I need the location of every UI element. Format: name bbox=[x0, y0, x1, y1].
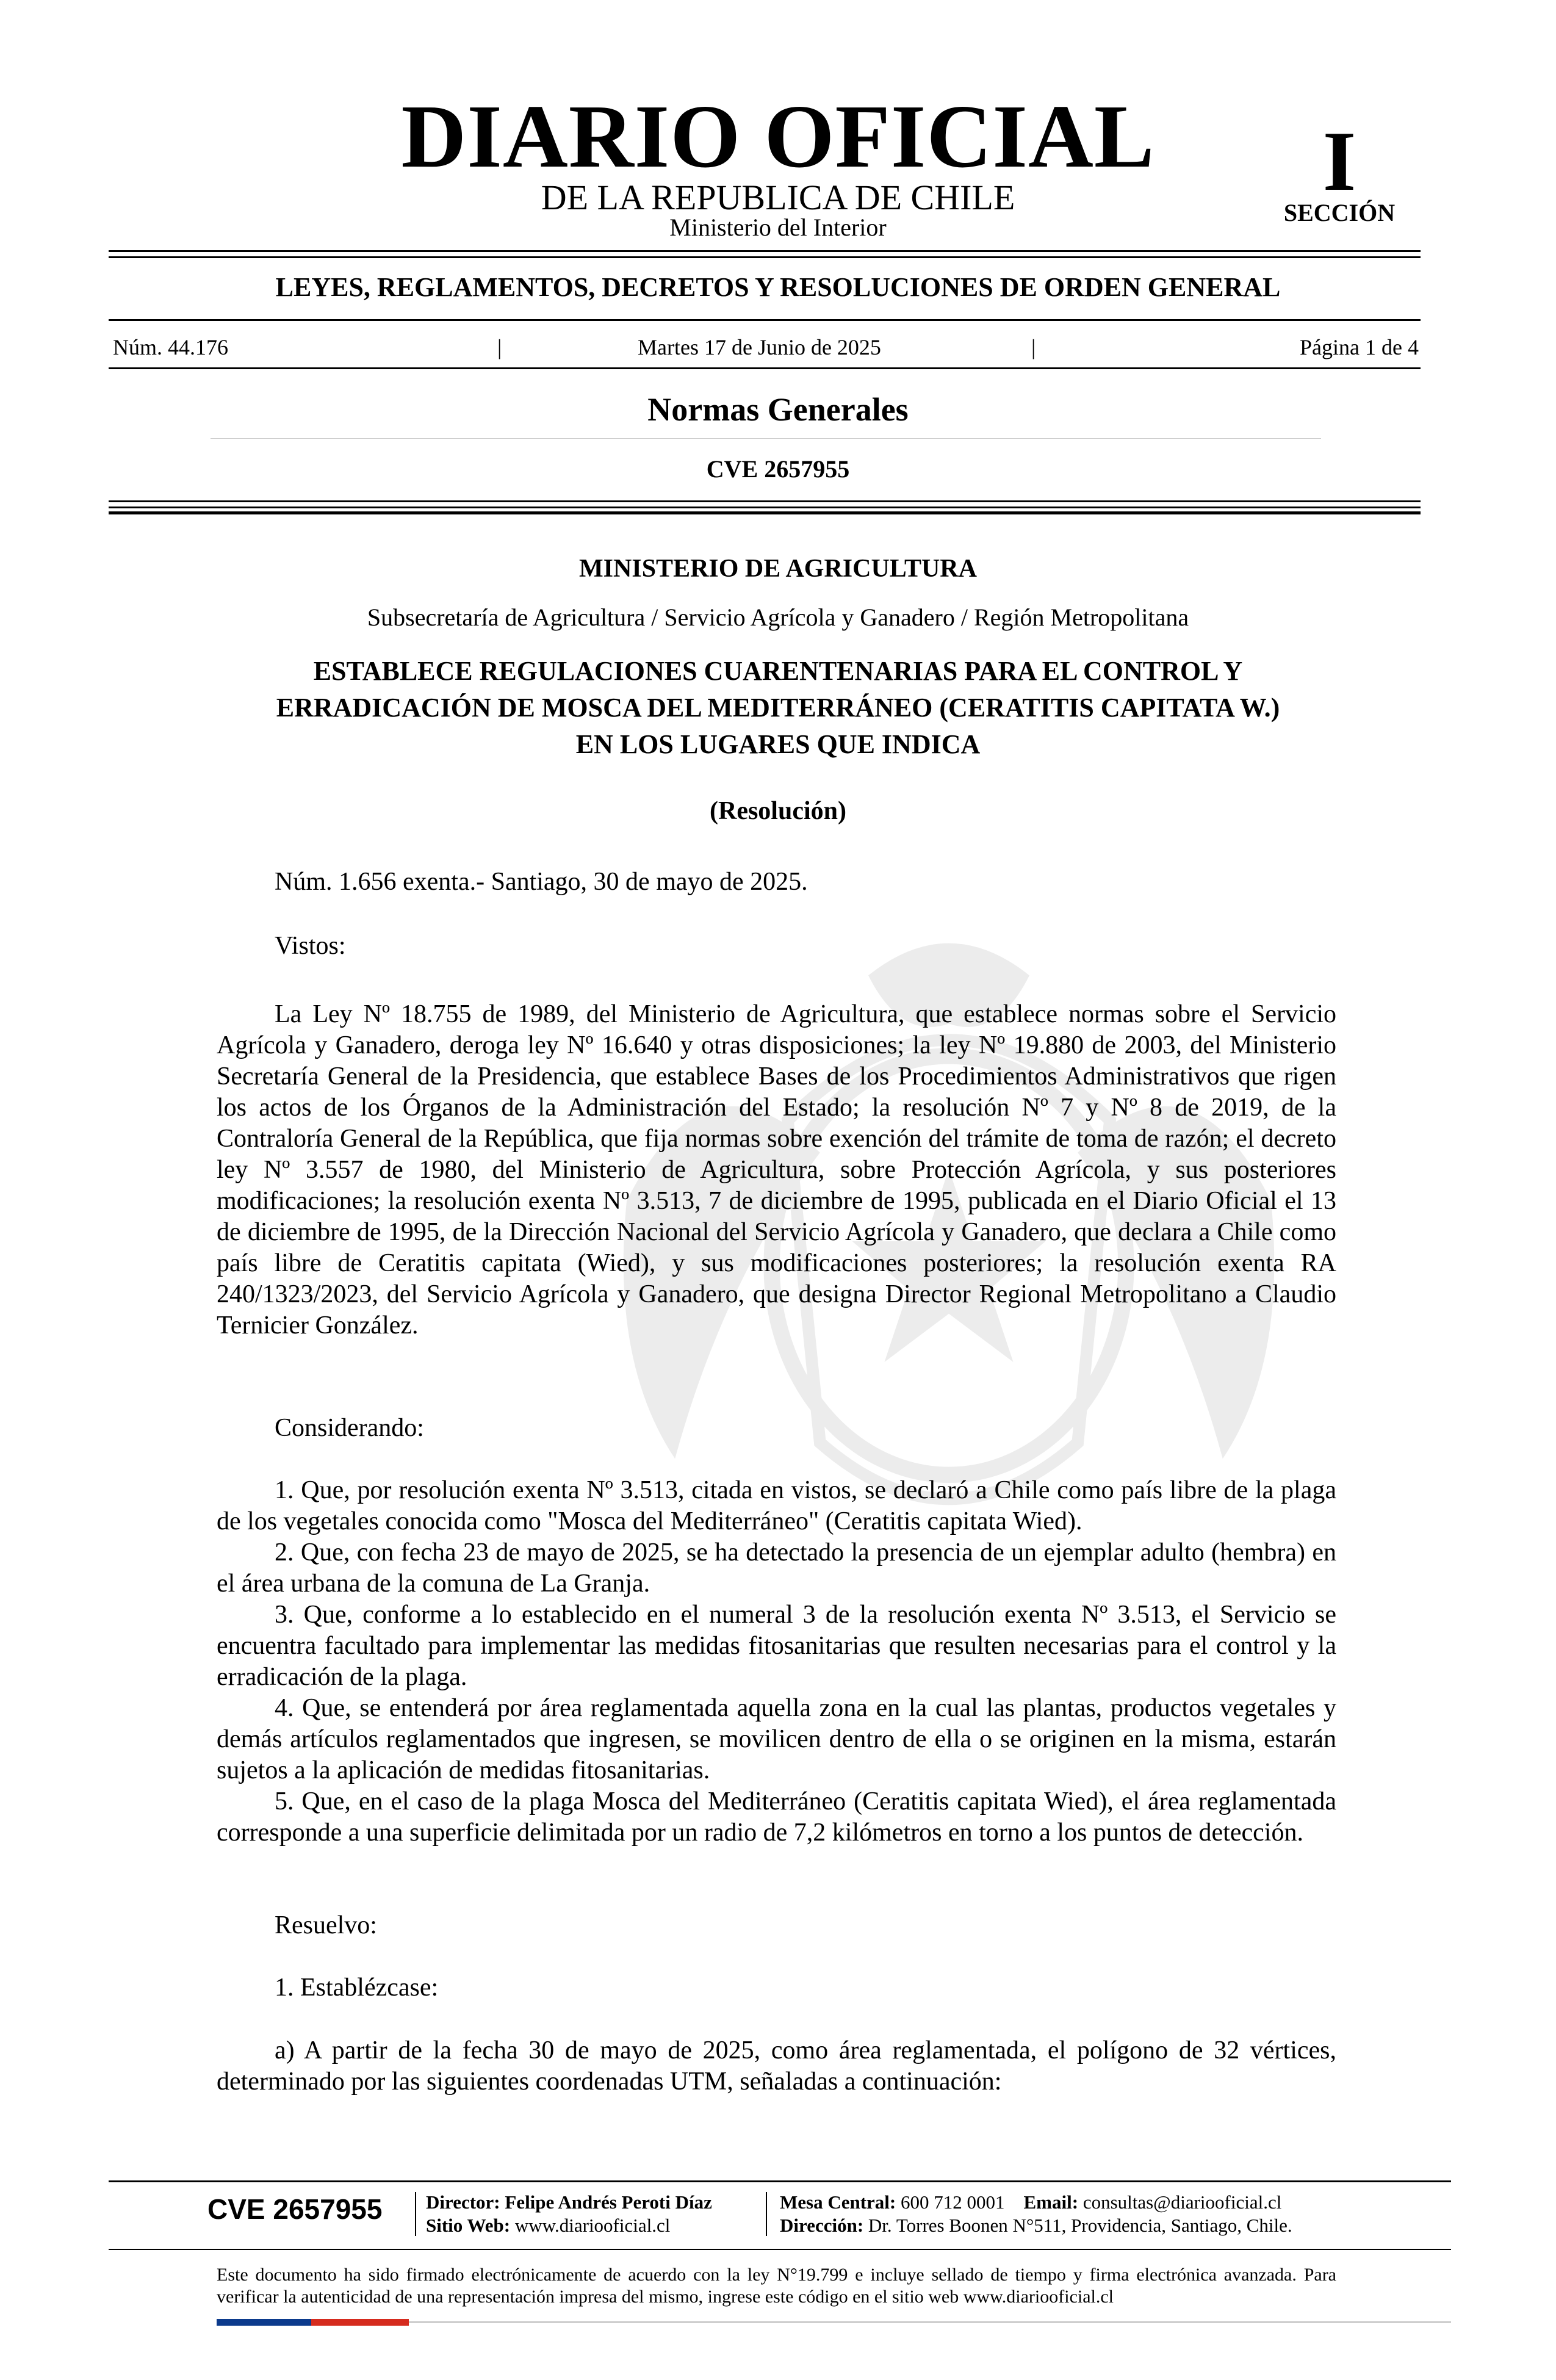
footer-mesa-phone: 600 712 0001 bbox=[901, 2191, 1005, 2213]
resuelvo-item: 1. Establézcase: bbox=[275, 1974, 439, 2002]
considerando-item: 5. Que, en el caso de la plaga Mosca del Mediterráneo (Ceratitis capitata Wied), el área reglamentada corresponde a una superficie delimitada por un radio de 7,2 kilómetros en torno a los puntos de detección. bbox=[217, 1787, 1336, 1847]
footer-divider bbox=[766, 2192, 767, 2236]
resuelvo-label: Resuelvo: bbox=[275, 1911, 377, 1939]
considerando-label: Considerando: bbox=[275, 1414, 424, 1442]
masthead-rule-top bbox=[109, 250, 1421, 252]
flag-bar-red bbox=[311, 2319, 409, 2326]
resolution-title bbox=[195, 653, 1361, 763]
issue-separator: | bbox=[497, 335, 502, 359]
considerando-item: 1. Que, por resolución exenta Nº 3.513, citada en vistos, se declaró a Chile como país libre de la plaga de los vegetales conocida como "Mosca del Mediterráneo" (Ceratitis capitata Wied). bbox=[217, 1476, 1336, 1535]
footer-director bbox=[426, 2191, 712, 2214]
footer-mesa-email bbox=[780, 2191, 1281, 2214]
footer-divider bbox=[415, 2192, 416, 2236]
masthead-title: DIARIO OFICIAL bbox=[401, 87, 1155, 187]
footer-email-label: Email: bbox=[1023, 2191, 1079, 2213]
page-indicator: Página 1 de 4 bbox=[1300, 335, 1419, 359]
flag-bar-blue bbox=[217, 2319, 311, 2326]
footer-web-link[interactable]: www.diariooficial.cl bbox=[514, 2215, 671, 2236]
section-label: SECCIÓN bbox=[1283, 199, 1396, 226]
footer-website bbox=[426, 2214, 670, 2237]
masthead-rule-bottom bbox=[109, 256, 1421, 258]
section-heading: Normas Generales bbox=[647, 391, 909, 428]
masthead-ministry: Ministerio del Interior bbox=[669, 214, 887, 241]
banner-rule bbox=[109, 319, 1421, 321]
masthead-subtitle: DE LA REPUBLICA DE CHILE bbox=[541, 178, 1015, 217]
issue-separator: | bbox=[1031, 335, 1036, 359]
resolution-type: (Resolución) bbox=[710, 797, 846, 825]
footer-cve: CVE 2657955 bbox=[207, 2193, 383, 2225]
footer-mesa-label: Mesa Central: bbox=[780, 2191, 896, 2213]
issue-rule bbox=[109, 367, 1421, 369]
cve-heading: CVE 2657955 bbox=[706, 455, 850, 483]
document-ministry: MINISTERIO DE AGRICULTURA bbox=[579, 555, 977, 583]
footer-rule-top bbox=[109, 2180, 1451, 2182]
footer-address bbox=[780, 2214, 1292, 2237]
vistos-label: Vistos: bbox=[275, 932, 346, 960]
footer-address-text: Dr. Torres Boonen N°511, Providencia, Santiago, Chile. bbox=[868, 2215, 1292, 2236]
issue-number: Núm. 44.176 bbox=[113, 335, 228, 359]
resolution-title-line: ERRADICACIÓN DE MOSCA DEL MEDITERRÁNEO (CERATITIS CAPITATA W.) bbox=[276, 693, 1280, 723]
considerando-item: 4. Que, se entenderá por área reglamentada aquella zona en la cual las plantas, productos vegetales y demás artículos reglamentados que ingresen, se movilicen dentro de ella o se originen en la misma, estarán sujetos a la aplicación de medidas fitosanitarias. bbox=[217, 1694, 1336, 1784]
footer-director-name: Felipe Andrés Peroti Díaz bbox=[505, 2191, 712, 2213]
footer-rule-bottom bbox=[409, 2321, 1451, 2323]
section-numeral: I bbox=[1322, 114, 1356, 209]
header-banner: LEYES, REGLAMENTOS, DECRETOS Y RESOLUCIONES DE ORDEN GENERAL bbox=[275, 272, 1281, 302]
issue-date: Martes 17 de Junio de 2025 bbox=[638, 335, 881, 359]
document-subsecretaria: Subsecretaría de Agricultura / Servicio Agrícola y Ganadero / Región Metropolitana bbox=[367, 604, 1189, 631]
resolution-number-line: Núm. 1.656 exenta.- Santiago, 30 de mayo de 2025. bbox=[275, 868, 808, 896]
footer-director-label: Director: bbox=[426, 2191, 500, 2213]
footer-email-link[interactable]: consultas@diariooficial.cl bbox=[1082, 2191, 1282, 2213]
cve-rule-1 bbox=[109, 500, 1421, 502]
section-heading-rule bbox=[211, 438, 1321, 439]
resolution-title-line: ESTABLECE REGULACIONES CUARENTENARIAS PARA EL CONTROL Y bbox=[313, 656, 1243, 686]
cve-rule-2 bbox=[109, 507, 1421, 508]
considerando-item: 2. Que, con fecha 23 de mayo de 2025, se ha detectado la presencia de un ejemplar adulto (hembra) en el área urbana de la comuna de La Granja. bbox=[217, 1538, 1336, 1598]
footer-disclaimer: Este documento ha sido firmado electrónicamente de acuerdo con la ley N°19.799 e incluye sellado de tiempo y firma electrónica avanzada. Para verificar la autenticidad de una representación impresa del mismo, ingrese este código en el sitio web www.diariooficial.cl bbox=[217, 2265, 1336, 2307]
footer-web-label: Sitio Web: bbox=[426, 2215, 511, 2236]
footer-address-label: Dirección: bbox=[780, 2215, 864, 2236]
cve-rule-3 bbox=[109, 511, 1421, 514]
considerando-item: 3. Que, conforme a lo establecido en el numeral 3 de la resolución exenta Nº 3.513, el Servicio se encuentra facultado para implementar las medidas fitosanitarias que resulten necesarias para el control y la erradicación de la plaga. bbox=[217, 1601, 1336, 1691]
footer-rule-mid bbox=[109, 2249, 1451, 2250]
resolution-title-line: EN LOS LUGARES QUE INDICA bbox=[575, 729, 981, 759]
vistos-text: La Ley Nº 18.755 de 1989, del Ministerio de Agricultura, que establece normas sobre el Servicio Agrícola y Ganadero, deroga ley Nº 16.640 y otras disposiciones; la ley Nº 19.880 de 2003, del Ministerio Secretaría General de la Presidencia, que establece Bases de los Procedimientos Administrativos que rigen los actos de los Órganos de la Administración del Estado; la resolución Nº 7 y Nº 8 de 2019, de la Contraloría General de la República, que fija normas sobre exención del trámite de toma de razón; el decreto ley Nº 3.557 de 1980, del Ministerio de Agricultura, sobre Protección Agrícola, y sus posteriores modificaciones; la resolución exenta Nº 3.513, 7 de diciembre de 1995, publicada en el Diario Oficial el 13 de diciembre de 1995, de la Dirección Nacional del Servicio Agrícola y Ganadero, que declara a Chile como país libre de Ceratitis capitata (Wied), y sus modificaciones posteriores; la resolución exenta RA 240/1323/2023, del Servicio Agrícola y Ganadero, que designa Director Regional Metropolitano a Claudio Ternicier González. bbox=[217, 1000, 1336, 1340]
resuelvo-a-text: a) A partir de la fecha 30 de mayo de 2025, como área reglamentada, el polígono de 32 vértices, determinado por las siguientes coordenadas UTM, señaladas a continuación: bbox=[217, 2036, 1336, 2096]
